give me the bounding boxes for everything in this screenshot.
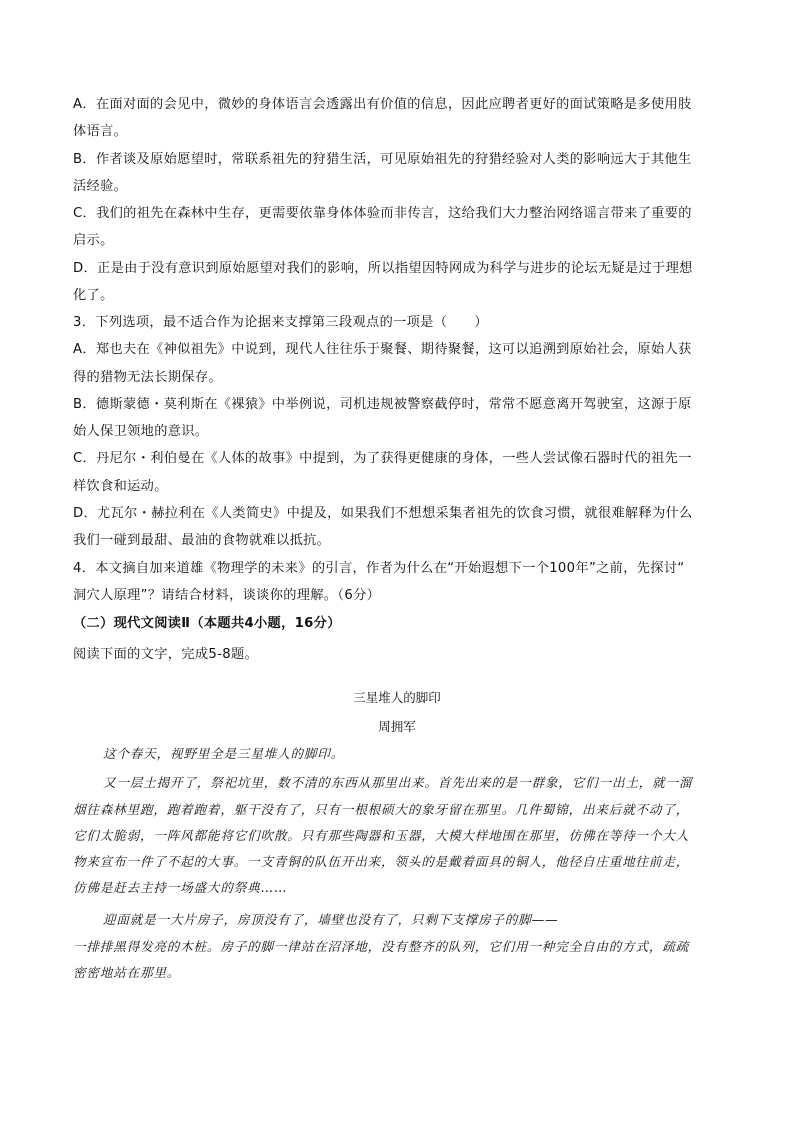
story-paragraph-2-line4: 物来宣布一件了不起的大事。一支青铜的队伍开出来，领头的是戴着面具的铜人，他径自庄重地往前走， <box>73 854 690 869</box>
story-paragraph-1: 这个春天，视野里全是三星堆人的脚印。 <box>103 746 345 761</box>
q3-option-c-line1: C．丹尼尔・利伯曼在《人体的故事》中提到，为了获得更健康的身体，一些人尝试像石器时代的祖先一 <box>73 451 692 466</box>
story-paragraph-3-line1: 迎面就是一大片房子，房顶没有了，墙壁也没有了，只剩下支撑房子的脚—— <box>103 912 559 927</box>
q3-option-c-line2: 样饮食和运动。 <box>73 479 168 494</box>
q2-option-d-line1: D．正是由于没有意识到原始愿望对我们的影响，所以指望因特网成为科学与进步的论坛无疑是过于理想 <box>73 261 693 276</box>
q3-option-a-line2: 得的猎物无法长期保存。 <box>73 370 222 385</box>
section-instruction: 阅读下面的文字，完成5-8题。 <box>73 647 259 662</box>
story-paragraph-3-line3: 密密地站在那里。 <box>73 965 181 980</box>
q3-option-b-line2: 始人保卫领地的意识。 <box>73 424 209 439</box>
story-paragraph-2-line5: 仿佛是赶去主持一场盛大的祭典…… <box>73 880 288 895</box>
story-title: 三星堆人的脚印 <box>353 690 441 705</box>
q2-option-c-line2: 启示。 <box>73 233 114 248</box>
q2-option-d-line2: 化了。 <box>73 288 114 303</box>
q2-option-a-line2: 体语言。 <box>73 124 128 139</box>
q2-option-a-line1: A．在面对面的会见中，微妙的身体语言会透露出有价值的信息，因此应聘者更好的面试策略是多使用肢 <box>73 97 692 112</box>
q3-option-d-line1: D．尤瓦尔・赫拉利在《人类简史》中提及，如果我们不想想采集者祖先的饮食习惯，就很难解释为什么 <box>73 506 693 521</box>
story-paragraph-2-line3: 它们太脆弱，一阵风都能将它们吹散。只有那些陶器和玉器，大模大样地围在那里，仿佛在等待一个大人 <box>73 828 690 843</box>
story-paragraph-3-line2: 一排排黑得发亮的木桩。房子的脚一律站在沼泽地，没有整齐的队列，它们用一种完全自由的方式，疏疏 <box>73 939 690 954</box>
story-paragraph-2-line1: 又一层土揭开了，祭祀坑里，数不清的东西从那里出来。首先出来的是一群象，它们一出土，就一溜 <box>103 775 693 790</box>
q2-option-c-line1: C．我们的祖先在森林中生存，更需要依靠身体体验而非传言，这给我们大力整治网络谣言带来了重要的 <box>73 206 692 221</box>
q4-stem-line2: 洞穴人原理”？请结合材料，谈谈你的理解。（6分） <box>73 588 381 603</box>
section-heading: （二）现代文阅读Ⅱ（本题共4小题，16分） <box>73 616 341 631</box>
q3-stem: 3．下列选项，最不适合作为论据来支撑第三段观点的一项是（ ） <box>73 315 488 330</box>
story-paragraph-2-line2: 烟往森林里跑，跑着跑着，躯干没有了，只有一根根硕大的象牙留在那里。几件蜀锦，出来后就不动了， <box>73 802 690 817</box>
q3-option-d-line2: 我们一碰到最甜、最油的食物就难以抵抗。 <box>73 533 331 548</box>
q2-option-b-line1: B．作者谈及原始愿望时，常联系祖先的狩猎生活，可见原始祖先的狩猎经验对人类的影响远大于其他生 <box>73 152 692 167</box>
q2-option-b-line2: 活经验。 <box>73 179 128 194</box>
q4-stem-line1: 4．本文摘自加来道雄《物理学的未来》的引言，作者为什么在“开始遐想下一个100年”之前，先探讨“ <box>73 561 685 576</box>
q3-option-b-line1: B．德斯蒙德・莫利斯在《裸猿》中举例说，司机违规被警察截停时，常常不愿意离开驾驶室，这源于原 <box>73 397 692 412</box>
story-author: 周拥军 <box>378 719 416 734</box>
q3-option-a-line1: A．郑也夫在《神似祖先》中说到，现代人往往乐于聚餐、期待聚餐，这可以追溯到原始社会，原始人获 <box>73 342 692 357</box>
